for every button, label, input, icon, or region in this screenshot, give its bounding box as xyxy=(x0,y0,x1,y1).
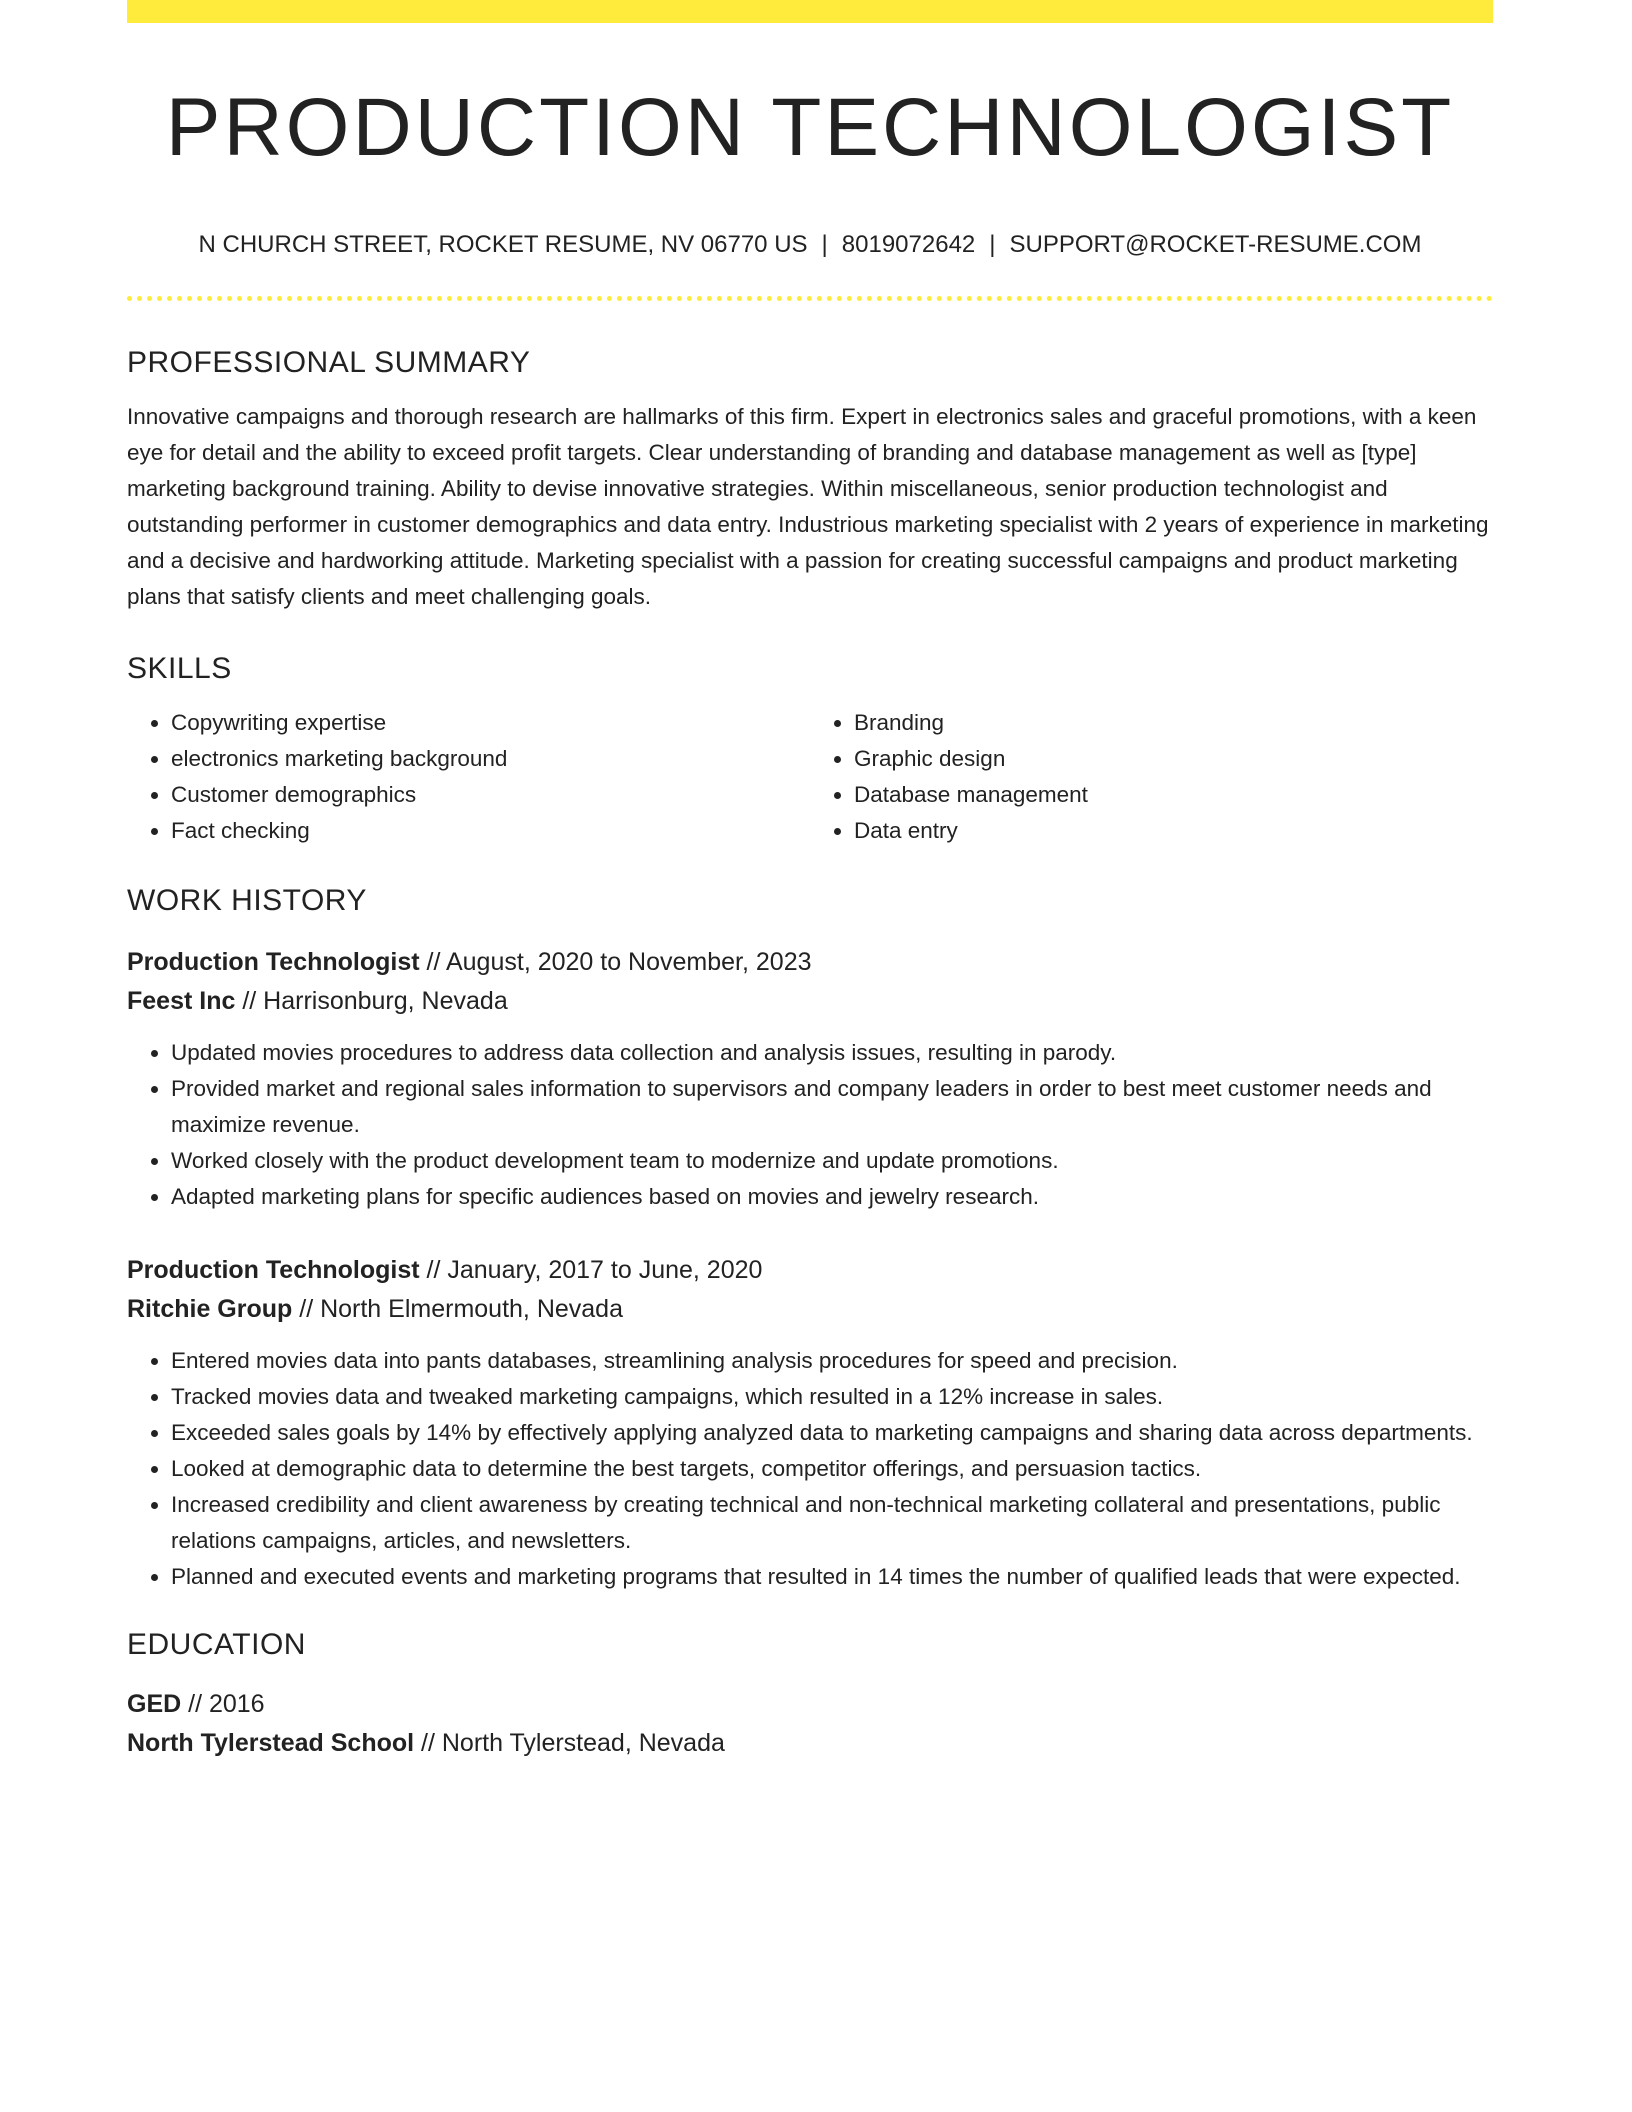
skill-item: • Data entry xyxy=(854,813,1493,849)
job-bullet: • Exceeded sales goals by 14% by effectively applying analyzed data to marketing campaigns and sharing data across departments. xyxy=(171,1415,1493,1451)
contact-phone: 8019072642 xyxy=(841,231,976,258)
job-company: Ritchie Group xyxy=(127,1294,293,1323)
education-degree: GED xyxy=(127,1689,182,1718)
skill-item: • electronics marketing background xyxy=(171,741,810,777)
work-history-heading: WORK HISTORY xyxy=(127,883,367,917)
job-bullet: • Updated movies procedures to address data collection and analysis issues, resulting in parody. xyxy=(171,1035,1493,1071)
job-bullet-list xyxy=(127,1035,1493,1215)
job-location: // North Elmermouth, Nevada xyxy=(292,1294,623,1323)
skills-column-left xyxy=(127,705,810,849)
resume-page xyxy=(127,0,1493,1763)
job-bullet: • Entered movies data into pants databases, streamlining analysis procedures for speed and precision. xyxy=(171,1343,1493,1379)
candidate-name: PRODUCTION TECHNOLOGIST xyxy=(165,82,1455,173)
job-dates: // August, 2020 to November, 2023 xyxy=(419,947,812,976)
education-heading: EDUCATION xyxy=(127,1627,306,1661)
skill-item: • Database management xyxy=(854,777,1493,813)
skill-item: • Copywriting expertise xyxy=(171,705,810,741)
skill-item: • Graphic design xyxy=(854,741,1493,777)
contact-separator: | xyxy=(989,231,996,258)
skills-heading: SKILLS xyxy=(127,651,232,685)
skills-grid xyxy=(127,705,1493,849)
education-school: North Tylerstead School xyxy=(127,1728,415,1757)
job-bullet: • Planned and executed events and marketing programs that resulted in 14 times the number of qualified leads that were expected. xyxy=(171,1559,1493,1595)
contact-email: SUPPORT@ROCKET-RESUME.COM xyxy=(1009,231,1422,258)
job-company-line xyxy=(127,982,1493,1021)
job-role: Production Technologist xyxy=(127,947,420,976)
contact-line xyxy=(127,231,1493,260)
skill-item: • Customer demographics xyxy=(171,777,810,813)
job-entry xyxy=(127,943,1493,1215)
dotted-divider xyxy=(127,296,1493,301)
job-bullet: • Increased credibility and client awareness by creating technical and non-technical marketing collateral and presentations, public relations campaigns, articles, and newsletters. xyxy=(171,1487,1493,1559)
job-title-line xyxy=(127,943,1493,982)
skill-item: • Fact checking xyxy=(171,813,810,849)
contact-address: N CHURCH STREET, ROCKET RESUME, NV 06770 US xyxy=(198,231,808,258)
skills-column-right xyxy=(810,705,1493,849)
job-entry xyxy=(127,1251,1493,1595)
education-location: // North Tylerstead, Nevada xyxy=(414,1728,725,1757)
job-bullet: • Adapted marketing plans for specific audiences based on movies and jewelry research. xyxy=(171,1179,1493,1215)
education-school-line xyxy=(127,1724,1493,1763)
contact-separator: | xyxy=(821,231,828,258)
job-location: // Harrisonburg, Nevada xyxy=(235,986,508,1015)
education-year: // 2016 xyxy=(181,1689,265,1718)
job-bullet: • Tracked movies data and tweaked marketing campaigns, which resulted in a 12% increase in sales. xyxy=(171,1379,1493,1415)
job-company: Feest Inc xyxy=(127,986,236,1015)
education-degree-line xyxy=(127,1685,1493,1724)
job-bullet: • Worked closely with the product development team to modernize and update promotions. xyxy=(171,1143,1493,1179)
job-dates: // January, 2017 to June, 2020 xyxy=(419,1255,763,1284)
skill-item: • Branding xyxy=(854,705,1493,741)
education-entry xyxy=(127,1685,1493,1763)
summary-text: Innovative campaigns and thorough research are hallmarks of this firm. Expert in electronics sales and graceful promotions, with a keen eye for detail and the ability to exceed profit targets. Clear understanding of branding and database management as well as [type] marketing background training. Ability to devise innovative strategies. Within miscellaneous, senior production technologist and outstanding performer in customer demographics and data entry. Industrious marketing specialist with 2 years of experience in marketing and a decisive and hardworking attitude. Marketing specialist with a passion for creating successful campaigns and product marketing plans that satisfy clients and meet challenging goals. xyxy=(127,403,1489,609)
job-role: Production Technologist xyxy=(127,1255,420,1284)
job-bullet-list xyxy=(127,1343,1493,1595)
skills-list-right xyxy=(810,705,1493,849)
skills-list-left xyxy=(127,705,810,849)
job-bullet: • Looked at demographic data to determine the best targets, competitor offerings, and persuasion tactics. xyxy=(171,1451,1493,1487)
job-title-line xyxy=(127,1251,1493,1290)
job-company-line xyxy=(127,1290,1493,1329)
summary-heading: PROFESSIONAL SUMMARY xyxy=(127,345,531,379)
top-accent-bar xyxy=(127,0,1493,23)
job-bullet: • Provided market and regional sales information to supervisors and company leaders in order to best meet customer needs and maximize revenue. xyxy=(171,1071,1493,1143)
